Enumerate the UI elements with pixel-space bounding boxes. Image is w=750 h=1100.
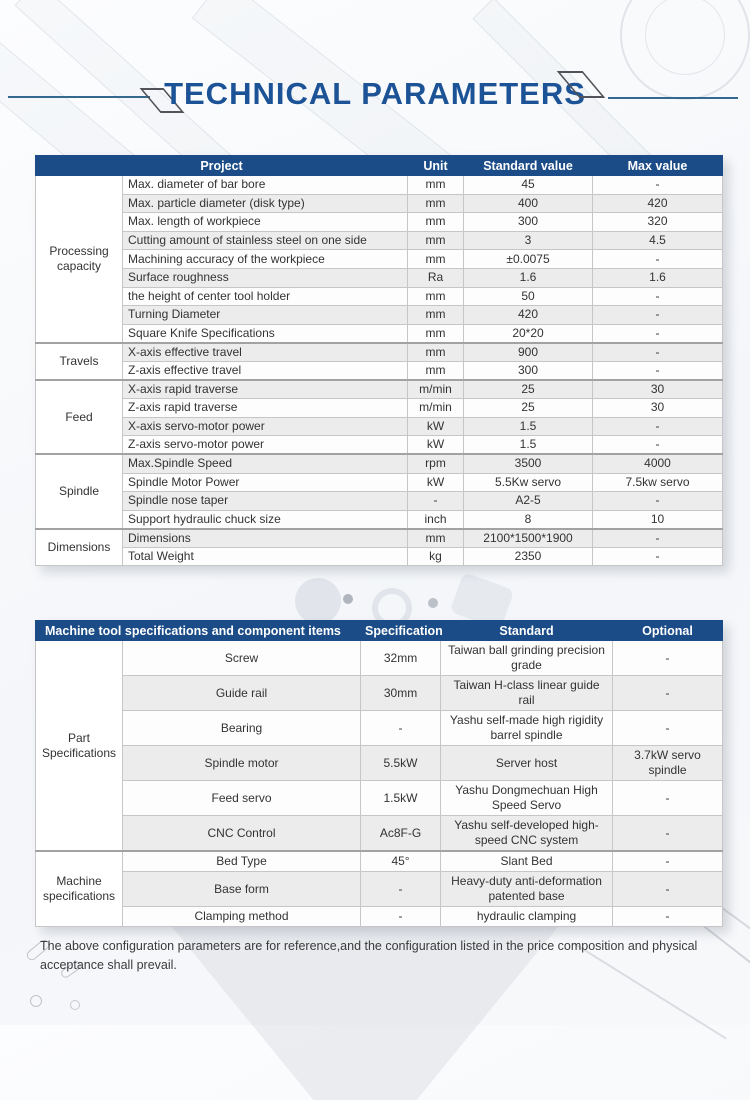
cell: 32mm [361, 641, 441, 676]
cell: the height of center tool holder [123, 287, 408, 306]
cell: 50 [464, 287, 593, 306]
table-row [36, 711, 723, 746]
cell: 3.7kW servo spindle [613, 746, 723, 781]
cell: Heavy-duty anti-deformation patented base [441, 872, 613, 907]
background-gear-art [343, 594, 353, 604]
cell: inch [408, 510, 464, 529]
cell: X-axis servo-motor power [123, 417, 408, 436]
cell: Square Knife Specifications [123, 324, 408, 343]
cell: 2350 [464, 547, 593, 566]
cell: Yashu self-made high rigidity barrel spindle [441, 711, 613, 746]
cell: - [593, 287, 723, 306]
table-row [36, 287, 723, 306]
cell: kW [408, 417, 464, 436]
group-label: Feed [36, 380, 123, 454]
footer-note: The above configuration parameters are for reference,and the configuration listed in the price composition and physical acceptance shall prevail. [40, 939, 698, 972]
cell: - [613, 816, 723, 852]
cell: 30mm [361, 676, 441, 711]
cell: 10 [593, 510, 723, 529]
cell: X-axis effective travel [123, 343, 408, 362]
cell: mm [408, 213, 464, 232]
cell: Dimensions [123, 529, 408, 548]
cell: Spindle Motor Power [123, 473, 408, 492]
table-row [36, 268, 723, 287]
cell: Total Weight [123, 547, 408, 566]
cell: 7.5kw servo [593, 473, 723, 492]
cell: - [361, 711, 441, 746]
table-row [36, 510, 723, 529]
cell: Guide rail [123, 676, 361, 711]
cell: - [593, 324, 723, 343]
table-row [36, 417, 723, 436]
cell: m/min [408, 380, 464, 399]
cell: Clamping method [123, 907, 361, 927]
column-header: Optional [613, 621, 723, 641]
table-row [36, 746, 723, 781]
cell: Max. particle diameter (disk type) [123, 194, 408, 213]
group-label: Dimensions [36, 529, 123, 566]
cell: - [613, 851, 723, 872]
cell: Yashu Dongmechuan High Speed Servo [441, 781, 613, 816]
cell: Server host [441, 746, 613, 781]
cell: ±0.0075 [464, 250, 593, 269]
cell: 1.5 [464, 436, 593, 455]
table-row [36, 436, 723, 455]
cell: 45° [361, 851, 441, 872]
cell: - [593, 436, 723, 455]
table-row [36, 250, 723, 269]
column-header: Machine tool specifications and component items [36, 621, 361, 641]
cell: - [593, 361, 723, 380]
cell: Base form [123, 872, 361, 907]
table-row [36, 454, 723, 473]
cell: Z-axis servo-motor power [123, 436, 408, 455]
cell: A2-5 [464, 492, 593, 511]
cell: - [593, 547, 723, 566]
table-row [36, 213, 723, 232]
cell: - [593, 529, 723, 548]
table-row [36, 473, 723, 492]
cell: 3500 [464, 454, 593, 473]
cell: X-axis rapid traverse [123, 380, 408, 399]
background-triangle-watermark [150, 900, 580, 1100]
table-row [36, 176, 723, 195]
background-gear-art [295, 578, 341, 624]
cell: mm [408, 324, 464, 343]
cell: 30 [593, 399, 723, 418]
cell: mm [408, 176, 464, 195]
cell: - [613, 907, 723, 927]
cell: mm [408, 529, 464, 548]
cell: - [613, 781, 723, 816]
cell: - [593, 343, 723, 362]
cell: - [613, 872, 723, 907]
cell: 300 [464, 213, 593, 232]
group-label: Travels [36, 343, 123, 380]
technical-parameters-table [35, 155, 723, 566]
cell: mm [408, 250, 464, 269]
cell: CNC Control [123, 816, 361, 852]
table-row [36, 529, 723, 548]
cell: - [613, 711, 723, 746]
cell: Machining accuracy of the workpiece [123, 250, 408, 269]
cell: mm [408, 231, 464, 250]
cell: Bearing [123, 711, 361, 746]
cell: rpm [408, 454, 464, 473]
table-row [36, 816, 723, 852]
cell: m/min [408, 399, 464, 418]
group-label: Processing capacity [36, 176, 123, 343]
table-row [36, 547, 723, 566]
title-rule-right [608, 97, 738, 99]
table-row [36, 872, 723, 907]
cell: Ra [408, 268, 464, 287]
column-header: Standard [441, 621, 613, 641]
cell: 20*20 [464, 324, 593, 343]
background-line-art [30, 995, 42, 1007]
cell: 1.6 [593, 268, 723, 287]
cell: mm [408, 306, 464, 325]
table-row [36, 361, 723, 380]
cell: Taiwan ball grinding precision grade [441, 641, 613, 676]
cell: 4.5 [593, 231, 723, 250]
cell: mm [408, 287, 464, 306]
cell: Support hydraulic chuck size [123, 510, 408, 529]
table-row [36, 676, 723, 711]
cell: 5.5Kw servo [464, 473, 593, 492]
cell: Spindle nose taper [123, 492, 408, 511]
table-row [36, 380, 723, 399]
column-header: Specification [361, 621, 441, 641]
cell: Max. diameter of bar bore [123, 176, 408, 195]
cell: kW [408, 436, 464, 455]
cell: - [593, 306, 723, 325]
cell: Bed Type [123, 851, 361, 872]
cell: 420 [464, 306, 593, 325]
cell: - [593, 250, 723, 269]
table-row [36, 641, 723, 676]
cell: Turning Diameter [123, 306, 408, 325]
cell: - [613, 676, 723, 711]
cell: kW [408, 473, 464, 492]
column-header: Max value [593, 156, 723, 176]
cell: Surface roughness [123, 268, 408, 287]
group-label: Machine specifications [36, 851, 123, 927]
cell: Spindle motor [123, 746, 361, 781]
cell: 1.5kW [361, 781, 441, 816]
table-row [36, 343, 723, 362]
group-label: Spindle [36, 454, 123, 528]
cell: - [593, 176, 723, 195]
table-row [36, 306, 723, 325]
cell: 25 [464, 380, 593, 399]
cell: 45 [464, 176, 593, 195]
cell: 4000 [593, 454, 723, 473]
background-ring-art [645, 0, 725, 75]
cell: 900 [464, 343, 593, 362]
table-row [36, 907, 723, 927]
cell: Max. length of workpiece [123, 213, 408, 232]
cell: 420 [593, 194, 723, 213]
cell: Cutting amount of stainless steel on one side [123, 231, 408, 250]
background-line-art [70, 1000, 80, 1010]
cell: 30 [593, 380, 723, 399]
background-gear-art [428, 598, 438, 608]
table-row [36, 492, 723, 511]
cell: - [593, 492, 723, 511]
cell: Taiwan H-class linear guide rail [441, 676, 613, 711]
cell: - [361, 907, 441, 927]
cell: Z-axis rapid traverse [123, 399, 408, 418]
table-row [36, 194, 723, 213]
table-row [36, 851, 723, 872]
group-label: Part Specifications [36, 641, 123, 852]
table-row [36, 399, 723, 418]
cell: hydraulic clamping [441, 907, 613, 927]
cell: mm [408, 194, 464, 213]
cell: 25 [464, 399, 593, 418]
table-row [36, 231, 723, 250]
page-title: TECHNICAL PARAMETERS [164, 76, 586, 111]
column-header: Standard value [464, 156, 593, 176]
table-row [36, 324, 723, 343]
cell: 1.5 [464, 417, 593, 436]
column-header: Project [36, 156, 408, 176]
cell: - [361, 872, 441, 907]
cell: 5.5kW [361, 746, 441, 781]
cell: - [613, 641, 723, 676]
cell: 300 [464, 361, 593, 380]
cell: Max.Spindle Speed [123, 454, 408, 473]
column-header: Unit [408, 156, 464, 176]
cell: Feed servo [123, 781, 361, 816]
cell: mm [408, 361, 464, 380]
cell: 400 [464, 194, 593, 213]
cell: - [593, 417, 723, 436]
cell: 1.6 [464, 268, 593, 287]
cell: Screw [123, 641, 361, 676]
table-row [36, 781, 723, 816]
cell: kg [408, 547, 464, 566]
components-specifications-table [35, 620, 723, 927]
cell: - [408, 492, 464, 511]
cell: Ac8F-G [361, 816, 441, 852]
cell: 3 [464, 231, 593, 250]
cell: 2100*1500*1900 [464, 529, 593, 548]
cell: mm [408, 343, 464, 362]
cell: Yashu self-developed high-speed CNC system [441, 816, 613, 852]
cell: Z-axis effective travel [123, 361, 408, 380]
cell: 320 [593, 213, 723, 232]
cell: Slant Bed [441, 851, 613, 872]
cell: 8 [464, 510, 593, 529]
